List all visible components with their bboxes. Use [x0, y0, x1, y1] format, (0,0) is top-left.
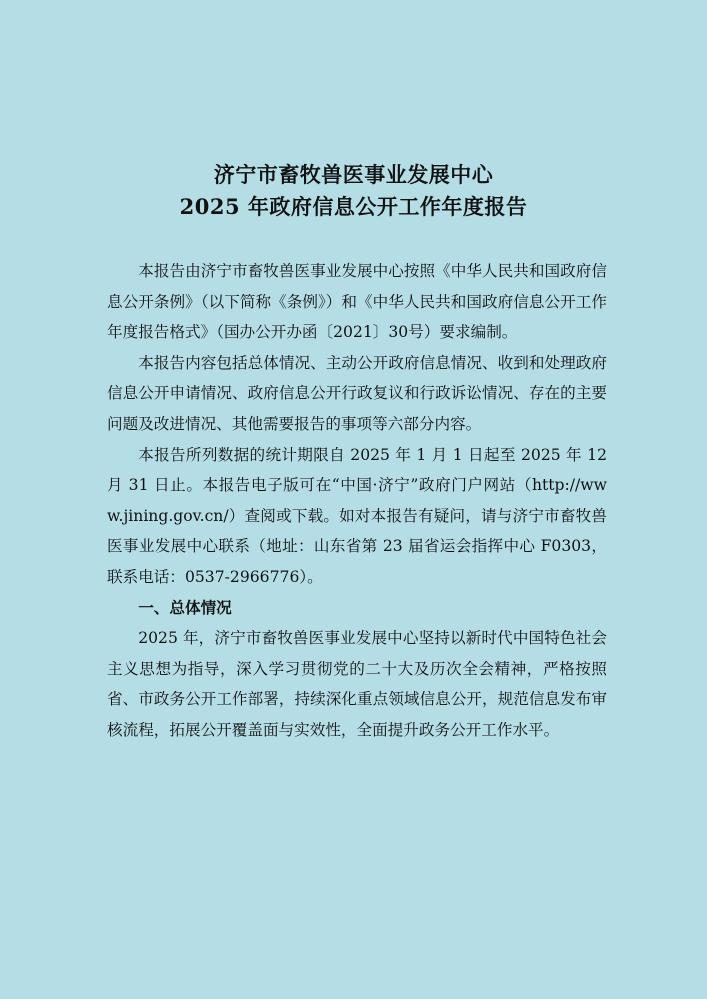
document-body: [107, 256, 607, 746]
paragraph-statistics-period: 本报告所列数据的统计期限自 2025 年 1 月 1 日起至 2025 年 12 月 31 日止。本报告电子版可在“中国·济宁”政府门户网站（http://www.jining.gov.cn/）查阅或下载。如对本报告有疑问，请与济宁市畜牧兽医事业发展中心联系（地址：山东省第 23 届省运会指挥中心 F0303，联系电话：0537-2966776）。: [107, 445, 607, 586]
paragraph-contents: 本报告内容包括总体情况、主动公开政府信息情况、收到和处理政府信息公开申请情况、政府信息公开行政复议和行政诉讼情况、存在的主要问题及改进情况、其他需要报告的事项等六部分内容。: [107, 353, 607, 433]
document-title-line-2: 2025 年政府信息公开工作年度报告: [179, 194, 528, 219]
paragraph-overview: 2025 年，济宁市畜牧兽医事业发展中心坚持以新时代中国特色社会主义思想为指导，深入学习贯彻党的二十大及历次全会精神，严格按照省、市政务公开工作部署，持续深化重点领域信息公开，规范信息发布审核流程，拓展公开覆盖面与实效性，全面提升政务公开工作水平。: [107, 629, 607, 739]
section-heading-overview: 一、总体情况: [138, 597, 232, 617]
document-title-line-1: 济宁市畜牧兽医事业发展中心: [213, 162, 494, 187]
paragraph-intro: 本报告由济宁市畜牧兽医事业发展中心按照《中华人民共和国政府信息公开条例》（以下简称《条例》）和《中华人民共和国政府信息公开工作年度报告格式》（国办公开办函〔2021〕30号）要求编制。: [107, 262, 607, 342]
